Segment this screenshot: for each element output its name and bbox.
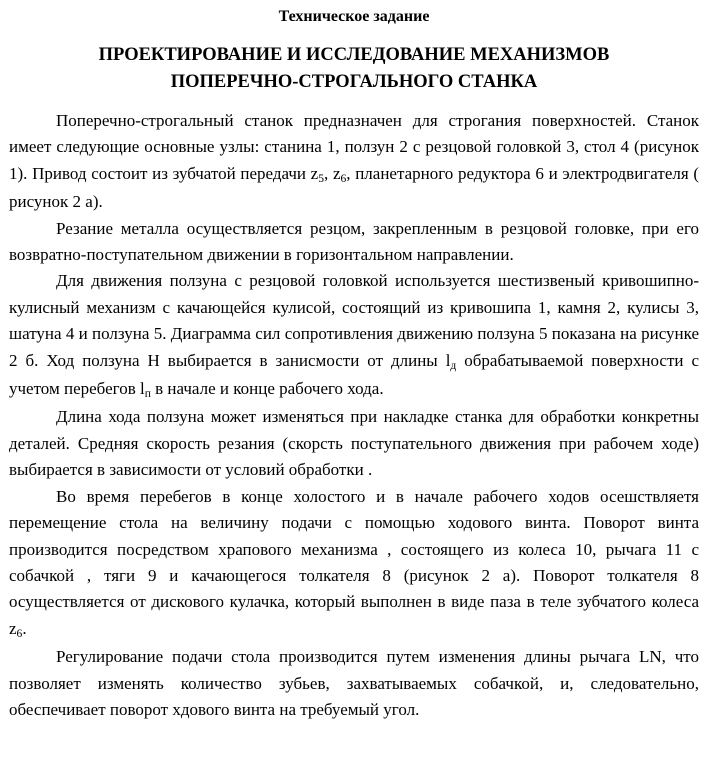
document-title [9, 42, 699, 96]
paragraph-text: , планетарного редуктора 6 и электродвигателя ( рисунок 2 а). [9, 163, 699, 212]
paragraph-text: . [22, 618, 27, 638]
paragraph-4 [9, 404, 699, 483]
subscript-text: 6 [340, 172, 347, 186]
subscript-text: 5 [318, 172, 325, 186]
paragraph-text: , z [324, 163, 341, 183]
document-title-line1: ПРОЕКТИРОВАНИЕ И ИССЛЕДОВАНИЕ МЕХАНИЗМОВ [98, 45, 610, 65]
paragraph-3 [9, 268, 699, 404]
paragraph-1 [9, 108, 699, 216]
paragraph-2 [9, 216, 699, 269]
paragraph-text: Для движения ползуна с резцовой головкой используется шестизвеный кривошипно-кулисный механизм с качающейся кулисой, состоящий из кривошипа 1, камня 2, кулисы 3, шатуна 4 и ползуна 5. Диаграмма сил сопротивления движению ползуна 5 показана на рисунке 2 б. Ход ползуна Н выбирается в занисмости от длины l [9, 271, 699, 370]
paragraph-5 [9, 484, 699, 644]
subscript-text: 6 [16, 626, 23, 640]
subscript-text: п [144, 387, 151, 401]
paragraph-text: Длина хода ползуна может изменяться при накладке станка для обработки конкретны деталей. Средняя скорость резания (скорсть поступательного движения при рабочем ходе) выбирается в зависимости от условий обработки . [9, 407, 699, 480]
paragraph-text: в начале и конце рабочего хода. [150, 379, 384, 399]
paragraph-text: обрабатываемой поверхности с учетом перебегов l [9, 350, 699, 399]
paragraph-text: Поперечно-строгальный станок предназначен для строгания поверхностей. Станок имеет следующие основные узлы: станина 1, ползун 2 с резцовой головкой 3, стол 4 (рисунок 1). Привод состоит из зубчатой передачи z [9, 111, 699, 183]
document-body [9, 108, 699, 723]
subscript-text: д [450, 358, 457, 372]
paragraph-6 [9, 644, 699, 723]
paragraph-text: Регулирование подачи стола производится путем изменения длины рычага LN, что позволяет изменять количество зубьев, захватываемых собачкой, и, следовательно, обеспечивает поворот хдового винта на требуемый угол. [9, 647, 699, 719]
document-header: Техническое задание [278, 8, 430, 25]
document-title-line2: ПОПЕРЕЧНО-СТРОГАЛЬНОГО СТАНКА [170, 72, 538, 92]
paragraph-text: Во время перебегов в конце холостого и в начале рабочего ходов осешствляетя перемещение стола на величину подачи с помощью ходового винта. Поворот винта производится посредством храпового механизма , состоящего из колеса 10, рычага 11 с собачкой , тяги 9 и качающегося толкателя 8 (рисунок 2 а). Поворот толкателя 8 осуществляется от дискового кулачка, который выполнен в виде паза в теле зубчатого колеса z [9, 486, 699, 638]
paragraph-text: Резание металла осуществляется резцом, закрепленным в резцовой головке, при его возвратно-поступательном движении в горизонтальном направлении. [9, 218, 699, 265]
